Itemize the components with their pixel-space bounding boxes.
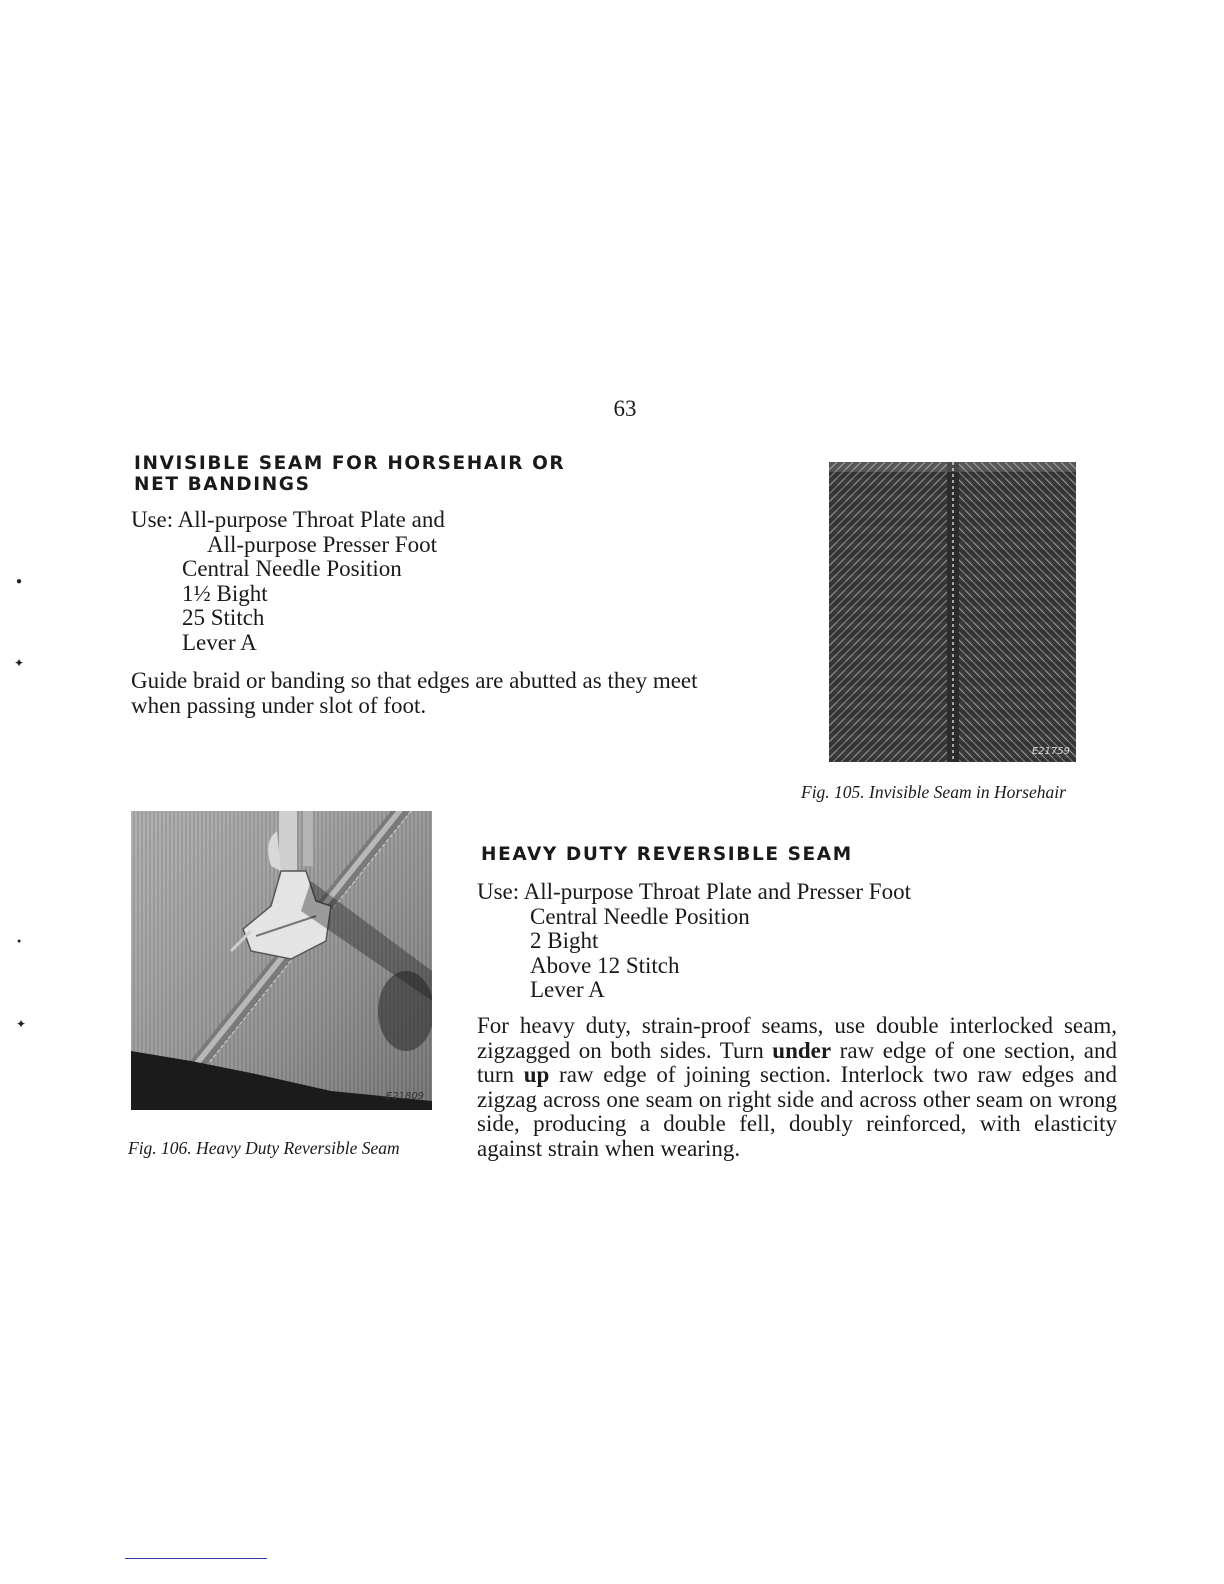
heading-line: INVISIBLE SEAM FOR HORSEHAIR OR [134,453,566,474]
use-line: Use: All-purpose Throat Plate and [131,507,445,532]
section-heading-invisible-seam [134,453,565,495]
scan-mark: ✦ [14,656,25,670]
paragraph-text: For heavy duty, strain-proof seams, use double interlocked seam, zigzagged on both sides. Turn [477,1013,1117,1063]
use-list-invisible-seam [131,508,445,655]
use-line: Lever A [530,977,605,1002]
paragraph-line: Guide braid or banding so that edges are abutted as they meet [131,668,698,693]
heading-line: NET BANDINGS [134,474,311,495]
scan-mark: ● [16,576,23,587]
use-line: Above 12 Stitch [530,952,680,978]
page-number: 63 [613,396,637,421]
footnote-rule [125,1558,267,1559]
paragraph-text: raw edge of one section, and turn [477,1037,1117,1087]
figure-105-caption: Fig. 105. Invisible Seam in Horsehair [801,782,1066,802]
presser-foot-illustration [131,811,432,1110]
scan-mark: ● [17,937,22,945]
figure-106-image [131,811,432,1110]
use-line: Lever A [182,629,257,655]
scan-mark: ✦ [16,1017,27,1031]
use-line: All-purpose Presser Foot [207,531,437,557]
use-line: Central Needle Position [530,903,750,929]
use-line: 2 Bight [530,928,599,953]
use-list-heavy-duty [477,880,911,1003]
use-line: Use: All-purpose Throat Plate and Presser Foot [477,879,911,904]
figure-106-caption: Fig. 106. Heavy Duty Reversible Seam [128,1138,400,1158]
figure-105-stamp: E21759 [1031,746,1070,757]
horsehair-seam-illustration [829,462,1076,762]
paragraph-line: when passing under slot of foot. [131,692,427,718]
use-line: Central Needle Position [182,556,402,581]
figure-105-image [829,462,1076,762]
use-line: 1½ Bight [182,580,268,606]
section-heading-heavy-duty [481,844,853,865]
use-line: 25 Stitch [182,605,265,630]
figure-106-stamp: E21809 [385,1091,424,1102]
paragraph-heavy-duty [477,1014,1117,1161]
paragraph-invisible-seam [131,669,698,718]
paragraph-text: raw edge of joining section. Interlock two raw edges and zigzag across one seam on right side and across other seam on wrong side, producing a double fell, doubly reinforced, with elasticity against strain when wearing. [477,1062,1117,1161]
emphasis-up: up [523,1062,550,1087]
emphasis-under: under [772,1037,832,1063]
heading-line: HEAVY DUTY REVERSIBLE SEAM [481,844,853,865]
